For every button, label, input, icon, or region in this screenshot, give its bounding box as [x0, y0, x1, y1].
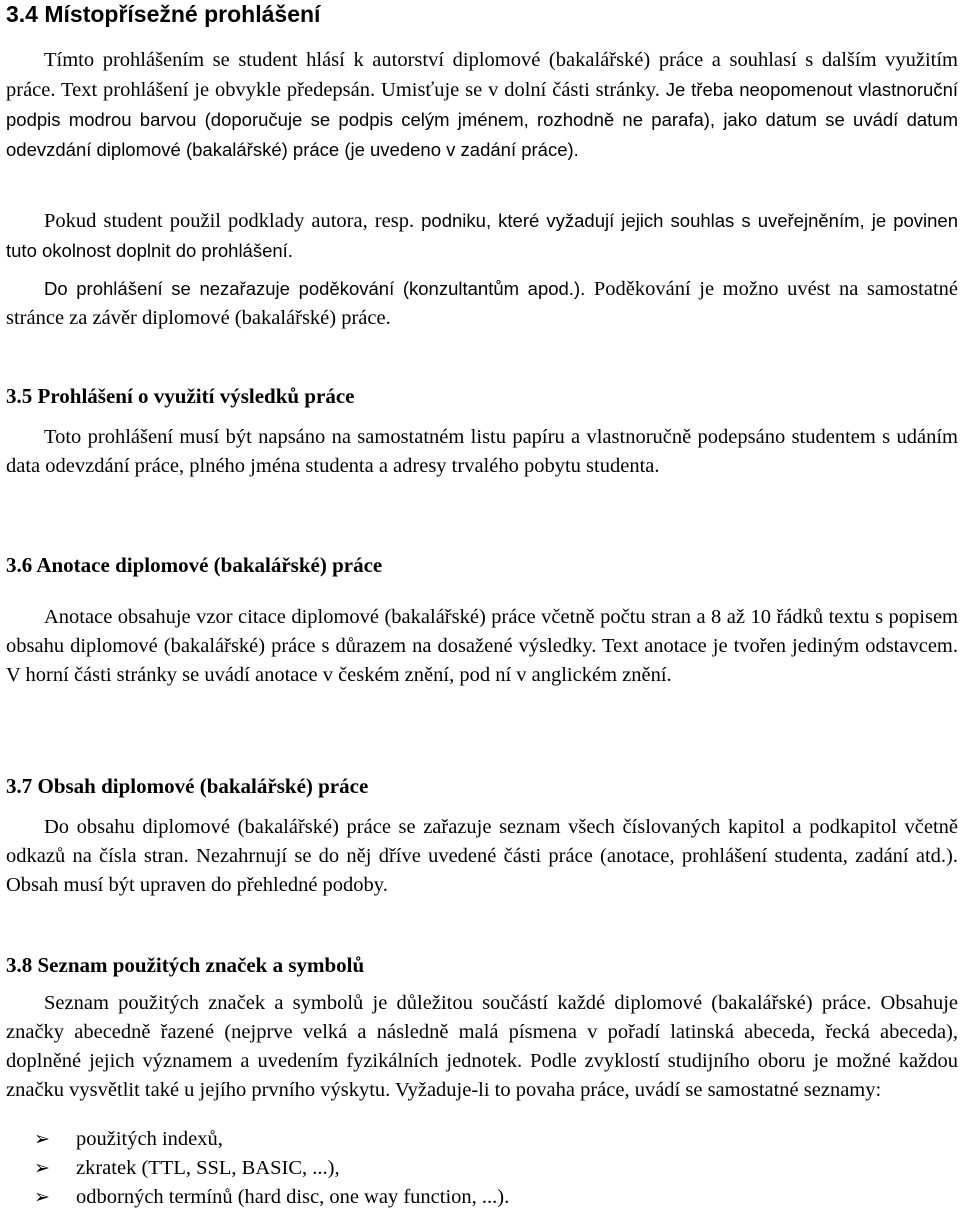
- heading-3-8: 3.8 Seznam použitých značek a symbolů: [6, 953, 365, 977]
- paragraph-acknowledgement-sans: Do prohlášení se nezařazuje poděkování (konzultantům apod.).: [44, 278, 586, 299]
- list-item-text: odborných termínů (hard disc, one way function, ...).: [76, 1186, 510, 1208]
- paragraph-sources-serif: Pokud student použil podklady autora, resp.: [44, 210, 422, 232]
- paragraph-symbols: [6, 989, 958, 1105]
- arrow-bullet-icon: ➢: [34, 1186, 50, 1208]
- paragraph-acknowledgement-serif: Poděkování je možno uvést na samostatné stránce za závěr diplomové (bakalářské) práce.: [6, 278, 958, 329]
- symbols-list: [6, 1125, 906, 1212]
- list-item: [6, 1183, 906, 1212]
- paragraph-authorship-sans: Je třeba neopomenout vlastnoruční podpis modrou barvou (doporučuje se podpis celým jménem, rozhodně ne parafa), jako datum se uvádí datum odevzdání diplomové (bakalářské) práce (je uvedeno v zadání práce).: [6, 79, 958, 160]
- paragraph-acknowledgement: [6, 274, 958, 333]
- paragraph-usage-declaration-text: Toto prohlášení musí být napsáno na samostatném listu papíru a vlastnoručně podepsáno studentem s udáním data odevzdání práce, plného jména studenta a adresy trvalého pobytu studenta.: [6, 426, 958, 477]
- paragraph-sources: [6, 206, 958, 266]
- heading-3-4: 3.4 Místopřísežné prohlášení: [6, 1, 321, 27]
- paragraph-usage-declaration: [6, 423, 958, 481]
- list-item-text: zkratek (TTL, SSL, BASIC, ...),: [76, 1157, 340, 1179]
- paragraph-annotation: [6, 603, 958, 690]
- paragraph-sources-sans: podniku, které vyžadují jejich souhlas s uveřejněním, je povinen tuto okolnost doplnit do prohlášení.: [6, 210, 958, 261]
- paragraph-symbols-text: Seznam použitých značek a symbolů je důležitou součástí každé diplomové (bakalářské) práce. Obsahuje značky abecedně řazené (nejprve velká a následně malá písmena v pořadí latinská abeceda, řecká abeceda), doplněné jejich významem a uvedením fyzikálních jednotek. Podle zvyklostí studijního oboru je možné každou značku vysvětlit také u jejího prvního výskytu. Vyžaduje-li to povaha práce, uvádí se samostatné seznamy:: [6, 992, 958, 1101]
- arrow-bullet-icon: ➢: [34, 1128, 50, 1150]
- paragraph-authorship-serif: Tímto prohlášením se student hlásí k autorství diplomové (bakalářské) práce a souhlasí s dalším využitím práce. Text prohlášení je obvykle předepsán. Umisťuje se v dolní části stránky.: [6, 49, 958, 101]
- arrow-bullet-icon: ➢: [34, 1157, 50, 1179]
- list-item: [6, 1154, 906, 1183]
- heading-3-6: 3.6 Anotace diplomové (bakalářské) práce: [6, 553, 383, 577]
- paragraph-annotation-text: Anotace obsahuje vzor citace diplomové (bakalářské) práce včetně počtu stran a 8 až 10 řádků textu s popisem obsahu diplomové (bakalářské) práce s důrazem na dosažené výsledky. Text anotace je tvořen jediným odstavcem. V horní části stránky se uvádí anotace v českém znění, pod ní v anglickém znění.: [6, 606, 958, 686]
- paragraph-contents-text: Do obsahu diplomové (bakalářské) práce se zařazuje seznam všech číslovaných kapitol a podkapitol včetně odkazů na čísla stran. Nezahrnují se do něj dříve uvedené části práce (anotace, prohlášení studenta, zadání atd.). Obsah musí být upraven do přehledné podoby.: [6, 816, 958, 896]
- paragraph-contents: [6, 813, 958, 900]
- list-item-text: použitých indexů,: [76, 1128, 223, 1150]
- list-item: [6, 1125, 906, 1154]
- heading-3-5: 3.5 Prohlášení o využití výsledků práce: [6, 384, 355, 408]
- paragraph-authorship: [6, 46, 958, 165]
- heading-3-7: 3.7 Obsah diplomové (bakalářské) práce: [6, 774, 369, 798]
